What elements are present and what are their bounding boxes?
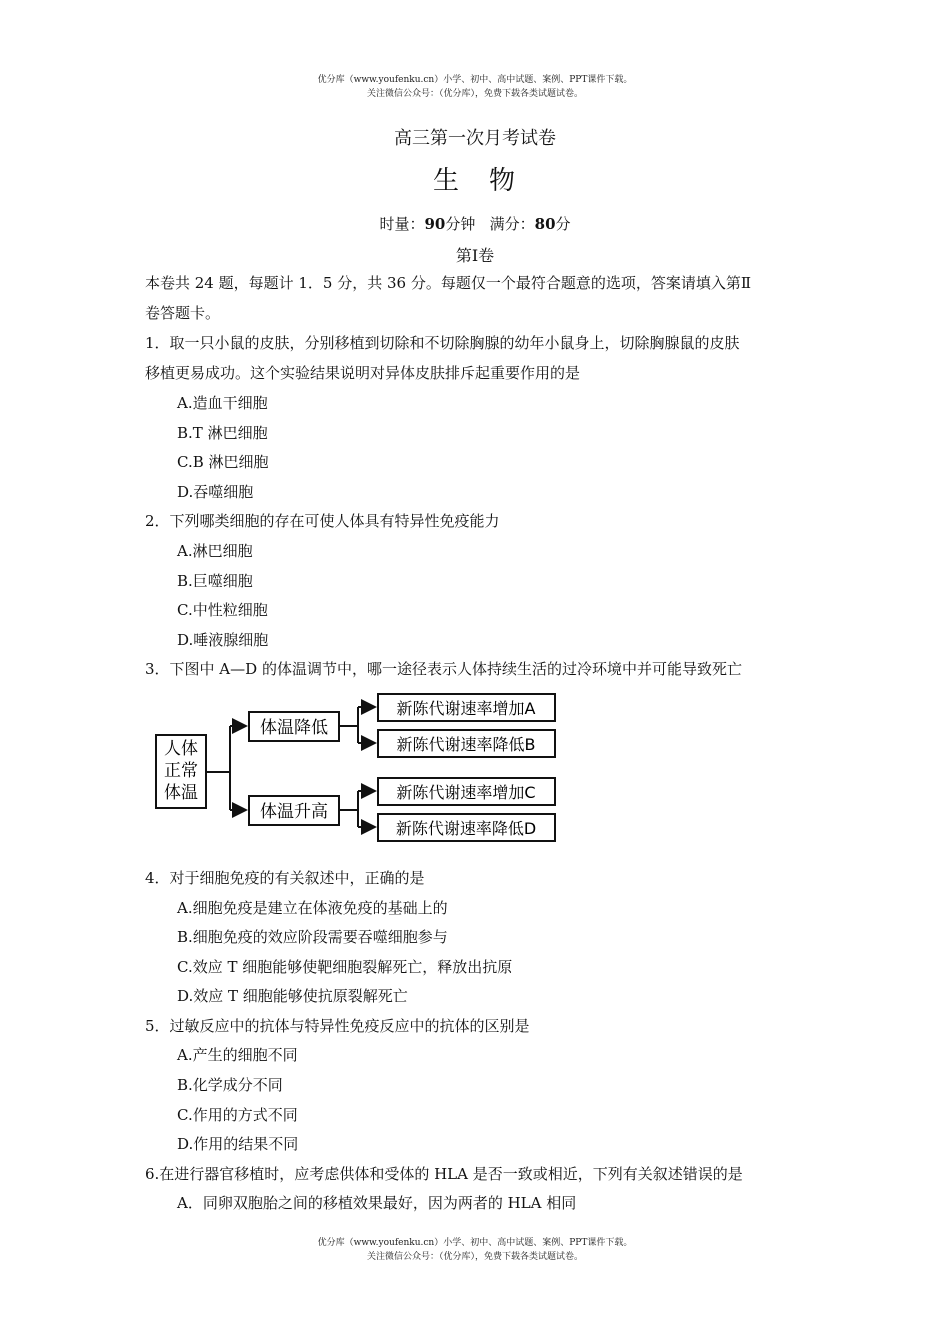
q5-option-c: C.作用的方式不同 (177, 1106, 298, 1124)
q4-option-b: B.细胞免疫的效应阶段需要吞噬细胞参与 (177, 928, 448, 946)
q6-option-a: A．同卵双胞胎之间的移植效果最好，因为两者的 HLA 相同 (177, 1194, 577, 1212)
q5-option-d: D.作用的结果不同 (177, 1135, 299, 1153)
page-header (0, 73, 950, 101)
q5-option-b: B.化学成分不同 (177, 1076, 283, 1094)
leaf-a-label: 新陈代谢速率增加A (396, 699, 536, 718)
footer-line-2: 关注微信公众号：（优分库），免费下载各类试题试卷。 (366, 1252, 583, 1262)
footer-line-1: 优分库（www.youfenku.cn）小学、初中、高中试题、案例、PPT课件下载。 (317, 1238, 633, 1248)
branch-down-label: 体温降低 (260, 718, 328, 738)
question-1-line-1: 1．取一只小鼠的皮肤，分别移植到切除和不切除胸腺的幼年小鼠身上，切除胸腺鼠的皮肤 (145, 334, 740, 352)
leaf-b-label: 新陈代谢速率降低B (396, 735, 536, 754)
q4-option-a: A.细胞免疫是建立在体液免疫的基础上的 (177, 899, 448, 917)
score-value: 80 (534, 215, 556, 233)
question-3-line-1: 3．下图中 A—D 的体温调节中，哪一途径表示人体持续生活的过冷环境中并可能导致死亡 (145, 660, 742, 678)
subject-title: 生 物 (432, 166, 517, 196)
question-4-line-1: 4．对于细胞免疫的有关叙述中，正确的是 (145, 869, 425, 887)
section-title: 第Ⅰ卷 (455, 246, 495, 265)
score-unit: 分 (555, 215, 571, 233)
q1-option-a: A.造血干细胞 (177, 394, 268, 412)
q2-option-d: D.唾液腺细胞 (177, 631, 269, 649)
root-label-1: 人体 (164, 739, 198, 759)
q1-option-b: B.T 淋巴细胞 (177, 424, 268, 442)
time-label: 时量： (379, 215, 425, 233)
header-line-2: 关注微信公众号：（优分库），免费下载各类试题试卷。 (366, 89, 583, 99)
question-6-line-1: 6.在进行器官移植时，应考虑供体和受体的 HLA 是否一致或相近，下列有关叙述错误的是 (145, 1165, 743, 1183)
page-footer (0, 1236, 950, 1264)
root-label-3: 体温 (164, 783, 198, 803)
exam-meta (0, 213, 950, 234)
q2-option-a: A.淋巴细胞 (177, 542, 253, 560)
question-5-line-1: 5．过敏反应中的抗体与特异性免疫反应中的抗体的区别是 (145, 1017, 530, 1035)
time-unit: 分钟 (445, 215, 476, 233)
q1-option-d: D.吞噬细胞 (177, 483, 254, 501)
q5-option-a: A.产生的细胞不同 (177, 1046, 298, 1064)
time-value: 90 (424, 215, 446, 233)
root-label-2: 正常 (164, 761, 198, 781)
question-2-line-1: 2．下列哪类细胞的存在可使人体具有特异性免疫能力 (145, 512, 500, 530)
q2-option-b: B.巨噬细胞 (177, 572, 253, 590)
question-1-line-2: 移植更易成功。这个实验结果说明对异体皮肤排斥起重要作用的是 (145, 364, 581, 382)
leaf-c-label: 新陈代谢速率增加C (396, 783, 536, 802)
thermoregulation-diagram (150, 690, 560, 850)
leaf-d-label: 新陈代谢速率降低D (395, 819, 537, 838)
q4-option-c: C.效应 T 细胞能够使靶细胞裂解死亡，释放出抗原 (177, 958, 513, 976)
intro-line-1: 本卷共 24 题，每题计 1．5 分，共 36 分。每题仅一个最符合题意的选项，答案请填入第Ⅱ (145, 274, 752, 292)
intro-line-2: 卷答题卡。 (145, 304, 221, 322)
q2-option-c: C.中性粒细胞 (177, 601, 268, 619)
q4-option-d: D.效应 T 细胞能够使抗原裂解死亡 (177, 987, 408, 1005)
header-line-1: 优分库（www.youfenku.cn）小学、初中、高中试题、案例、PPT课件下载。 (317, 75, 633, 85)
exam-title: 高三第一次月考试卷 (394, 128, 556, 149)
branch-up-label: 体温升高 (260, 802, 328, 822)
score-label: 满分： (489, 215, 535, 233)
q1-option-c: C.B 淋巴细胞 (177, 453, 269, 471)
